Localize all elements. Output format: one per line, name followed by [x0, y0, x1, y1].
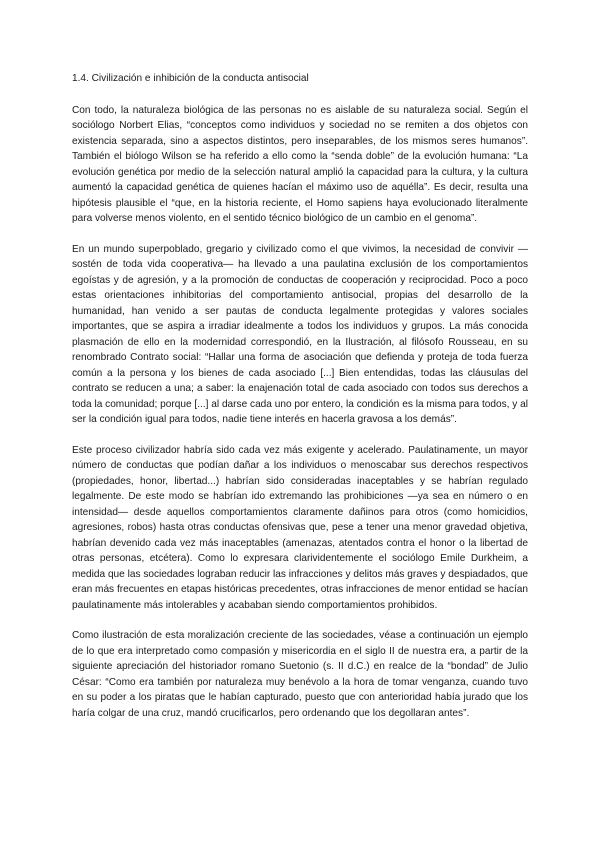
paragraph-2: En un mundo superpoblado, gregario y civilizado como el que vivimos, la necesidad de convivir —sostén de toda vida cooperativa— ha llevado a una paulatina exclusión de los comportamientos egoístas y de agresión, y a la promoción de conductas de cooperación y reciprocidad. Poco a poco estas orientaciones inhibitorias del comportamiento antisocial, propias del desarrollo de la humanidad, han venido a ser pautas de conducta legalmente protegidas y valores sociales importantes, que se aspira a irradiar idealmente a todos los individuos y grupos. La más conocida plasmación de ello en la modernidad correspondió, en la Ilustración, al filósofo Rousseau, en su renombrado Contrato social: “Hallar una forma de asociación que defienda y proteja de toda fuerza común a la persona y los bienes de cada asociado [...] Bien entendidas, todas las cláusulas del contrato se reducen a una; a saber: la enajenación total de cada asociado con todos sus derechos a toda la comunidad; porque [...] al darse cada uno por entero, la condición es la misma para todos, y al ser la condición igual para todos, nadie tiene interés en hacerla gravosa a los demás”.	[72, 243, 528, 425]
section-heading: 1.4. Civilización e inhibición de la conducta antisocial	[72, 73, 309, 84]
paragraph-1: Con todo, la naturaleza biológica de las personas no es aislable de su naturaleza social. Según el sociólogo Norbert Elias, “conceptos como individuos y sociedad no se remiten a dos objetos con existencia separada, sino a aspectos distintos, pero inseparables, de los mismos seres humanos”. También el biólogo Wilson se ha referido a ello como la “senda doble” de la evolución humana: “La evolución genética por medio de la selección natural amplió la capacidad para la cultura, y la cultura aumentó la capacidad genética de quienes hacían el máximo uso de aquélla”. Es decir, resulta una hipótesis plausible el “que, en la historia reciente, el Homo sapiens haya evolucionado literalmente para volverse menos violento, en el sentido técnico biológico de un cambio en el genoma”.	[72, 104, 528, 224]
document-body	[72, 71, 528, 736]
paragraph-4: Como ilustración de esta moralización creciente de las sociedades, véase a continuación un ejemplo de lo que era interpretado como compasión y misericordia en el siglo II de nuestra era, a partir de la siguiente apreciación del historiador romano Suetonio (s. II d.C.) en realce de la “bondad” de Julio César: “Como era también por naturaleza muy benévolo a la hora de tomar venganza, cuando tuvo en su poder a los piratas que le habían capturado, puesto que con anterioridad había jurado que los haría colgar de una cruz, mandó crucificarlos, pero ordenando que los degollaran antes”.	[72, 630, 528, 719]
paragraph-3: Este proceso civilizador habría sido cada vez más exigente y acelerado. Paulatinamente, un mayor número de conductas que podían dañar a los individuos o menoscabar sus derechos respectivos (propiedades, honor, libertad...) habrían sido consideradas inaceptables y se habrían regulado legalmente. De este modo se habrían ido extremando las prohibiciones —ya sea en número o en intensidad— desde aquellos comportamientos claramente dañinos para otros (como homicidios, agresiones, robos) hasta otras conductas ofensivas que, pese a tener una menor gravedad objetiva, habrían devenido cada vez más inaceptables (amenazas, atentados contra el honor o la libertad de otras personas, etcétera). Como lo expresara clarividentemente el sociólogo Emile Durkheim, a medida que las sociedades lograban reducir las infracciones y delitos más graves y despiadados, que eran más frecuentes en etapas históricas precedentes, otras infracciones de menor entidad se hacían paulatinamente más intolerables y acababan siendo comportamientos prohibidos.	[72, 444, 528, 611]
